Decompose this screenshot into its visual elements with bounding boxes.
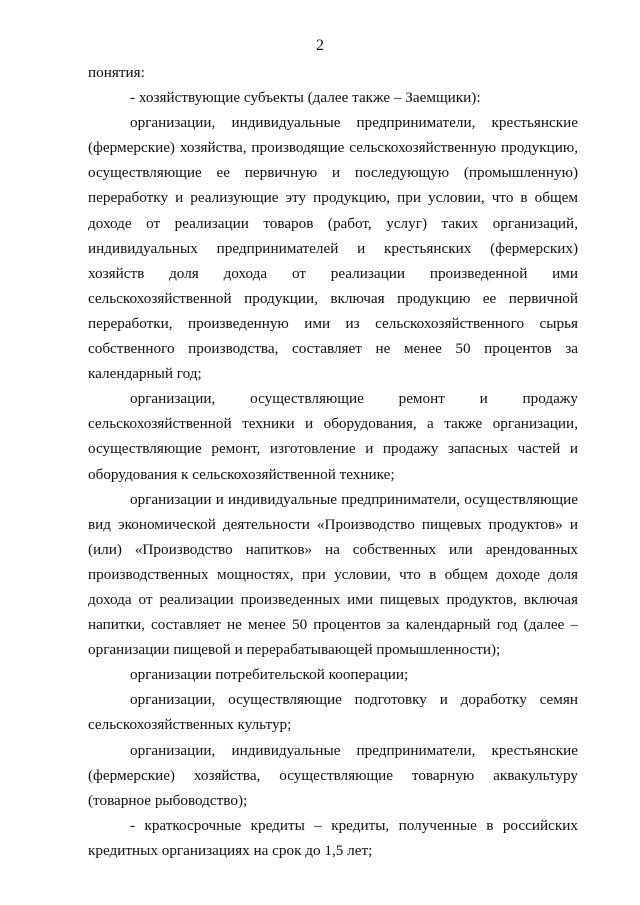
paragraph-agricultural-producers: организации, индивидуальные предприниматели, крестьянские (фермерские) хозяйства, производящие сельскохозяйственную продукцию, осуществляющие ее первичную и последующую (промышленную) переработку и реализующие эту продукцию, при условии, что в общем доходе от реализации товаров (работ, услуг) таких организаций, индивидуальных предпринимателей и крестьянских (фермерских) хозяйств доля дохода от реализации произведенной ими сельскохозяйственной продукции, включая продукцию ее первичной переработки, произведенную ими из сельскохозяйственного сырья собственного производства, составляет не менее 50 процентов за календарный год; bbox=[88, 114, 578, 383]
paragraph-economic-entities: - хозяйствующие субъекты (далее также – Заемщики): bbox=[130, 89, 481, 107]
paragraph-machinery-repair: организации, осуществляющие ремонт и продажу сельскохозяйственной техники и оборудования, а также организации, осуществляющие ремонт, изготовление и продажу запасных частей и оборудования к сельскохозяйственной технике; bbox=[88, 390, 578, 483]
paragraph-short-term-loans: - краткосрочные кредиты – кредиты, полученные в российских кредитных организациях на срок до 1,5 лет; bbox=[88, 816, 578, 859]
paragraph-consumer-cooperatives: организации потребительской кооперации; bbox=[130, 666, 409, 684]
paragraph-concepts-intro: понятия: bbox=[88, 64, 145, 81]
paragraph-aquaculture: организации, индивидуальные предприниматели, крестьянские (фермерские) хозяйства, осуществляющие товарную аквакультуру (товарное рыбоводство); bbox=[88, 741, 578, 809]
page-number: 2 bbox=[316, 37, 324, 54]
paragraph-food-industry: организации и индивидуальные предприниматели, осуществляющие вид экономической деятельности «Производство пищевых продуктов» и (или) «Производство напитков» на собственных или арендованных производственных мощностях, при условии, что в общем доходе доля дохода от реализации произведенных ими пищевых продуктов, включая напитки, составляет не менее 50 процентов за календарный год (далее – организации пищевой и перерабатывающей промышленности); bbox=[88, 490, 578, 659]
body-text bbox=[88, 60, 578, 863]
paragraph-seed-preparation: организации, осуществляющие подготовку и доработку семян сельскохозяйственных культур; bbox=[88, 691, 578, 734]
